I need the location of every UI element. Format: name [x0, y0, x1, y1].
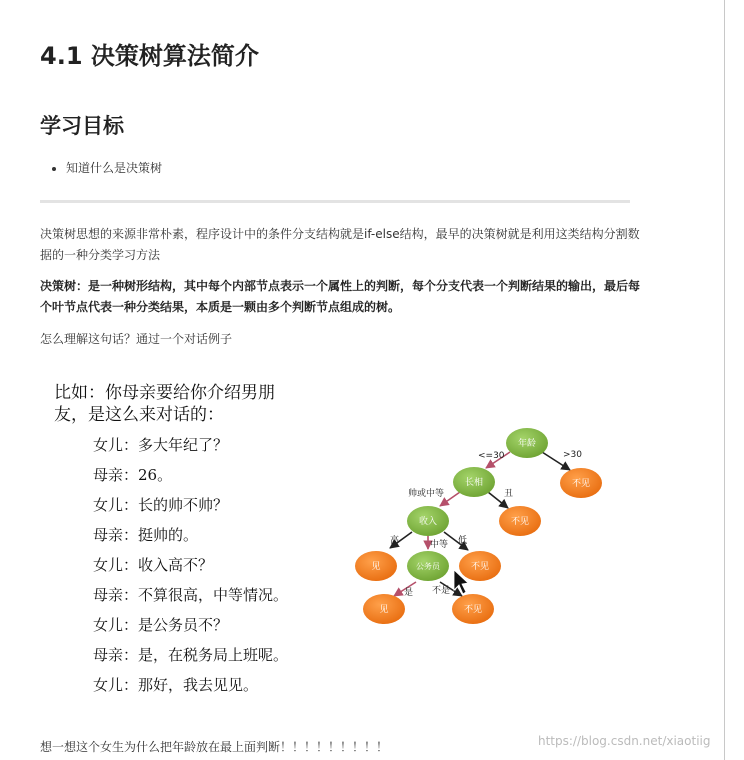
source-watermark: https://blog.csdn.net/xiaotiig	[538, 734, 711, 748]
dialog-line: 母亲：不算很高，中等情况。	[93, 586, 289, 604]
dialog-intro: 比如：你母亲要给你介绍男朋友，是这么来对话的：	[54, 383, 275, 425]
edge-label-age-gt30: >30	[563, 450, 582, 460]
edge-label-income-low: 低	[458, 536, 468, 546]
edge-label-civil-no: 不是	[432, 586, 451, 596]
leaf-income-high-label: 见	[371, 562, 381, 572]
dialog-line: 母亲：是，在税务局上班呢。	[93, 646, 289, 664]
intro-link-programming[interactable]: 程序设计	[196, 227, 245, 241]
edge-label-looks-ugly: 丑	[504, 489, 514, 499]
dialog-line: 母亲：26。	[93, 466, 173, 484]
dialog-line: 女儿：那好，我去见见。	[93, 676, 259, 694]
edge-label-age-le30: <=30	[478, 451, 505, 461]
page-title: 4.1 决策树算法简介	[40, 42, 259, 70]
node-civil-label: 公务员	[416, 562, 440, 571]
dialog-line: 女儿：收入高不？	[93, 556, 214, 574]
intro-text-before: 决策树思想的来源非常朴素，	[40, 227, 197, 241]
intro-paragraph	[40, 224, 640, 266]
dialog-line: 女儿：多大年纪了？	[93, 436, 229, 454]
decision-tree-diagram	[350, 420, 620, 635]
question-paragraph: 怎么理解这句话？通过一个对话例子	[40, 332, 233, 346]
node-age-label: 年龄	[517, 439, 537, 449]
leaf-age-no-label: 不见	[571, 479, 591, 489]
dialog-line: 女儿：长的帅不帅？	[93, 496, 229, 514]
divider	[40, 200, 630, 203]
node-looks-label: 长相	[464, 478, 484, 488]
intro-text-after: 中的条件分支结构就是if-else结构，最早的决策树就是利用这类结构分割数据的一种分类学习方法	[40, 227, 640, 262]
leaf-civil-yes-label: 见	[379, 605, 389, 615]
definition-paragraph: 决策树：是一种树形结构，其中每个内部节点表示一个属性上的判断，每个分支代表一个判断结果的输出，最后每个叶节点代表一种分类结果，本质是一颗由多个判断节点组成的树。	[40, 279, 641, 314]
dialog-lines	[93, 430, 288, 700]
leaf-income-low-label: 不见	[470, 562, 490, 572]
goal-item: • 知道什么是决策树	[66, 158, 162, 178]
page-right-border	[724, 0, 725, 760]
section-title: 学习目标	[40, 114, 124, 138]
leaf-civil-no-label: 不见	[463, 605, 483, 615]
goals-list	[50, 158, 162, 178]
dialog-line: 女儿：是公务员不？	[93, 616, 229, 634]
node-income-label: 收入	[418, 517, 438, 527]
edge-label-income-mid: 中等	[430, 540, 449, 550]
edge-label-civil-yes: 是	[404, 588, 414, 598]
leaf-looks-no-label: 不见	[510, 517, 530, 527]
dialog-line: 母亲：挺帅的。	[93, 526, 199, 544]
edge-label-income-high: 高	[390, 536, 400, 546]
closing-question: 想一想这个女生为什么把年龄放在最上面判断！！！！！！！！！	[40, 740, 389, 754]
edge-label-looks-good: 帅或中等	[408, 489, 445, 499]
